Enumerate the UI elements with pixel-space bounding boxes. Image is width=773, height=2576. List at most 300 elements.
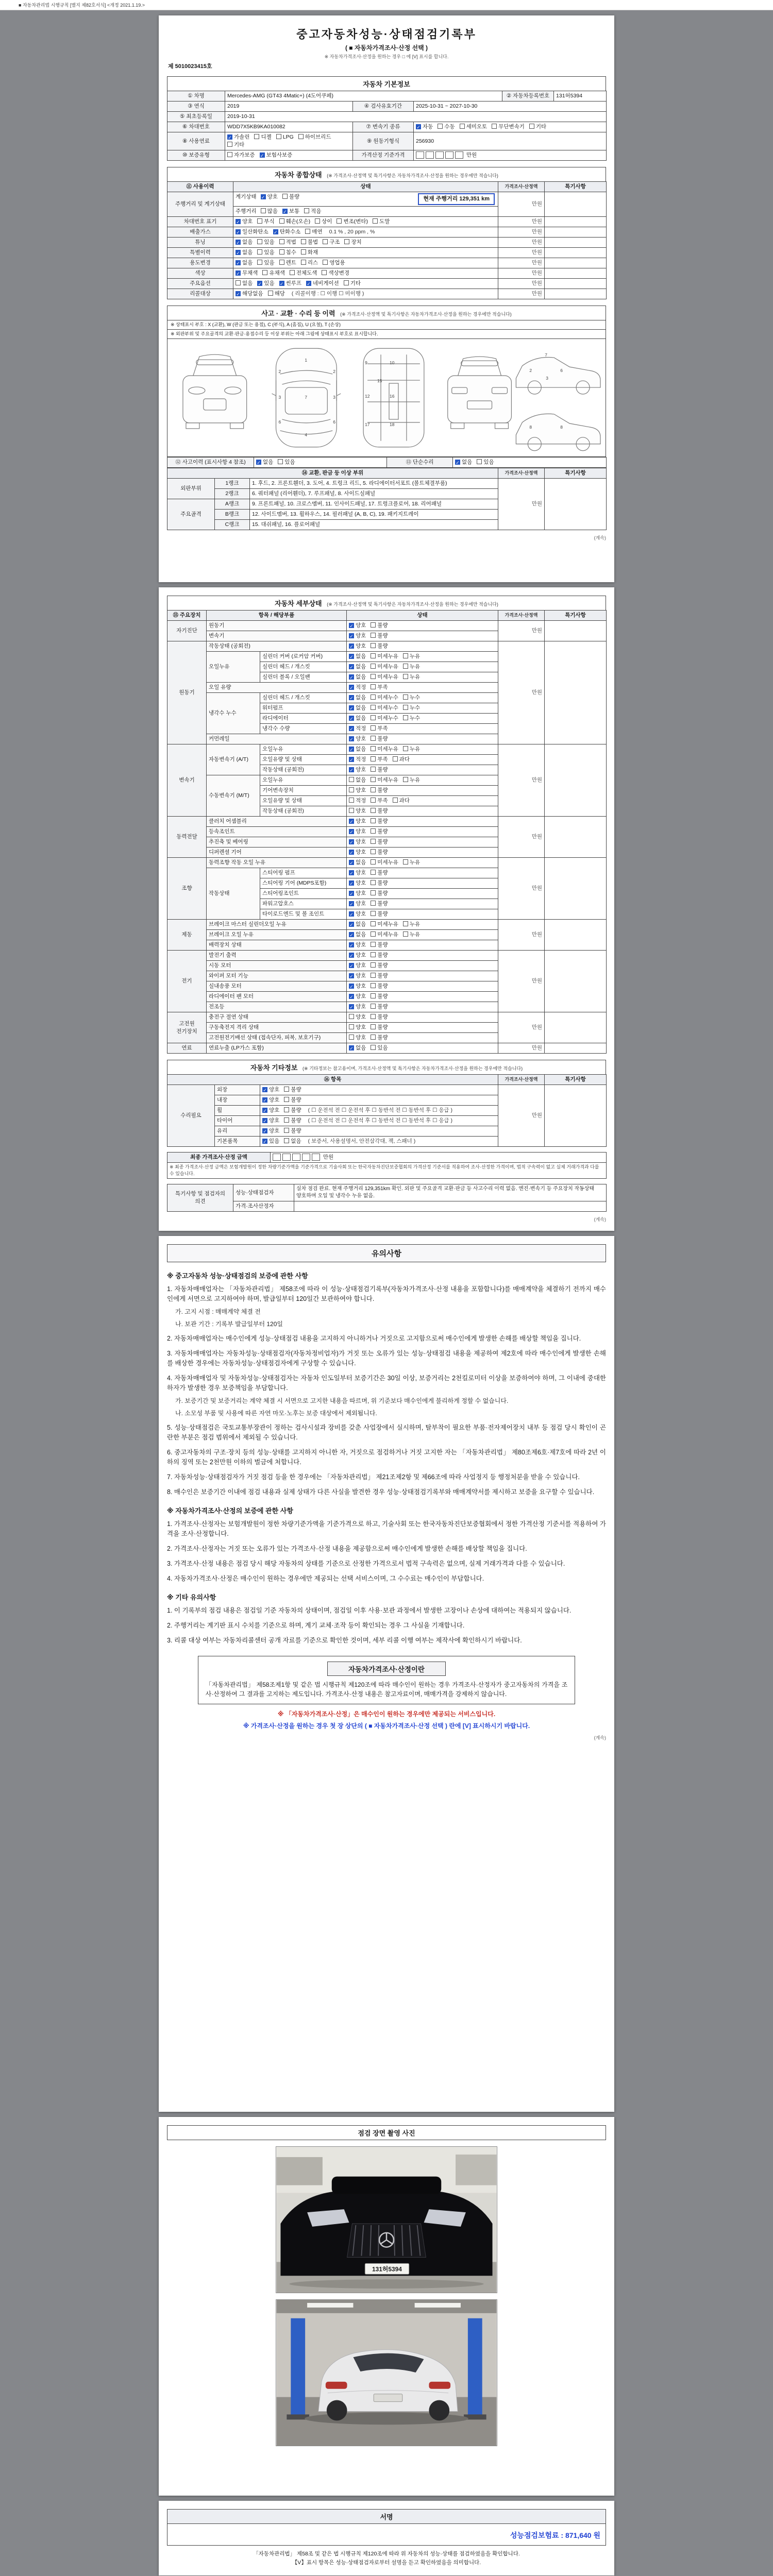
status-cell[interactable] (347, 899, 498, 909)
checkbox-unchecked[interactable]: 침수 (279, 249, 296, 256)
status-cell[interactable] (260, 1137, 498, 1147)
checkbox-unchecked[interactable]: 있음 (371, 1045, 388, 1051)
checkbox-unchecked[interactable]: 무단변속기 (492, 124, 525, 130)
continued-marker: (계속) (594, 535, 606, 540)
table-row (167, 468, 607, 479)
checkbox-unchecked[interactable]: 불량 (282, 194, 299, 200)
status-cell[interactable] (347, 714, 498, 724)
checkbox-checked[interactable]: ✓ 양호 (262, 1117, 279, 1124)
checkbox-unchecked[interactable]: LPG (276, 134, 294, 140)
status-cell[interactable] (347, 672, 498, 683)
checkbox-unchecked[interactable]: 도말 (373, 218, 390, 225)
section-header-etc (167, 1060, 606, 1074)
status-cell[interactable] (347, 920, 498, 930)
cell (545, 817, 607, 858)
checkbox-checked[interactable]: ✓ 양호 (262, 1097, 279, 1103)
definition-box-body: 「자동차관리법」 제58조제1항 및 같은 법 시행규칙 제120조에 따라 매수인이 원하는 경우 가격조사·산정자가 중고자동차의 가격을 조사·산정하여 그 결과를 고지하는 제도입니다. 가격조사·산정 내용은 참고자료이며, 매매가격을 강제하지 않습니다. (205, 1681, 568, 1698)
checkbox-unchecked[interactable]: 양호 (349, 1014, 366, 1020)
cell (545, 621, 607, 641)
checkbox-unchecked[interactable]: 불량 (371, 1024, 388, 1030)
checkbox-checked[interactable]: ✓ 양호 (349, 901, 366, 907)
section-note: (※ 기타정보는 참고용이며, 가격조사·산정액 및 특기사항은 자동차가격조사·산정을 원하는 경우에만 적습니다) (303, 1066, 523, 1071)
checkbox-unchecked[interactable]: 기타 (227, 142, 244, 148)
checkbox-checked[interactable]: ✓ 없음 (349, 674, 366, 680)
notice-item: 7. 자동차성능·상태점검자가 거짓 점검 등을 한 경우에는 「자동차관리법」 제21조제2항 및 제66조에 따라 사업정지 등 행정처분을 받을 수 있습니다. (167, 1473, 580, 1481)
checkbox-unchecked[interactable]: 불량 (371, 952, 388, 958)
signature-area[interactable] (167, 2524, 606, 2546)
checkbox-checked[interactable]: ✓ 양호 (349, 952, 366, 958)
checkbox-unchecked[interactable]: 불량 (371, 787, 388, 793)
svg-text:6: 6 (333, 419, 335, 425)
checkbox-unchecked[interactable]: 누유 (403, 777, 420, 783)
checkbox-checked[interactable]: ✓ 양호 (261, 194, 278, 200)
checkbox-unchecked[interactable]: 미세누수 (371, 705, 398, 711)
base-price-amount: 만원 (414, 150, 607, 161)
checkbox-unchecked[interactable]: 과다 (393, 798, 410, 804)
checkbox-checked[interactable]: ✓ 없음 (349, 746, 366, 752)
status-cell[interactable] (347, 940, 498, 951)
checkbox-unchecked[interactable]: 디젤 (254, 134, 271, 140)
checkbox-checked[interactable]: ✓ 적정 (349, 684, 366, 690)
status-cell[interactable] (347, 744, 498, 755)
checkbox-checked[interactable]: ✓ 양호 (349, 911, 366, 917)
checkbox-unchecked[interactable]: 누유 (403, 921, 420, 927)
cell: 동력조향 작동 오일 누유 (207, 858, 347, 868)
status-cell[interactable] (233, 258, 498, 268)
checkbox-unchecked[interactable]: 미세누수 (371, 694, 398, 701)
checkbox-unchecked[interactable]: 기타 (344, 280, 361, 286)
checkbox-checked[interactable]: ✓ 있음 (257, 280, 274, 286)
accident-history[interactable] (254, 457, 387, 468)
checkbox-checked[interactable]: ✓ 양호 (349, 993, 366, 999)
checkbox-unchecked[interactable]: 부족 (371, 684, 388, 690)
checkbox-unchecked[interactable]: 누유 (403, 653, 420, 659)
cell: ⑦ 변속기 종류 (353, 122, 414, 132)
notice-subitem: 나. 보관 기간 : 기록부 발급일부터 120일 (175, 1320, 283, 1328)
remarks-table (167, 1184, 607, 1212)
cell: 시동 모터 (207, 961, 347, 971)
checkbox-checked[interactable]: ✓ 양호 (349, 962, 366, 969)
accident-history-table (167, 457, 607, 468)
checkbox-unchecked[interactable]: 불량 (284, 1128, 301, 1134)
checkbox-unchecked[interactable]: 적정 (349, 798, 366, 804)
checkbox-checked[interactable]: ✓ 보통 (282, 208, 299, 214)
checkbox-unchecked[interactable]: 불량 (371, 1004, 388, 1010)
cell: ⑫ 사고이력 (표시사항 4 참조) (167, 457, 254, 468)
status-cell[interactable] (347, 868, 498, 878)
checkbox-unchecked[interactable]: 양호 (349, 1024, 366, 1030)
status-cell[interactable] (347, 1033, 498, 1043)
checkbox-unchecked[interactable]: 불량 (371, 962, 388, 969)
checkbox-unchecked[interactable]: 미세누유 (371, 653, 398, 659)
checkbox-checked[interactable]: ✓ 없음 (236, 260, 253, 266)
status-cell[interactable] (347, 848, 498, 858)
amount-digit-box (292, 1154, 300, 1161)
status-cell[interactable] (347, 806, 498, 817)
checkbox-unchecked[interactable]: 구조 (323, 239, 340, 245)
checkbox-checked[interactable]: ✓ 양호 (349, 870, 366, 876)
status-cell[interactable] (347, 858, 498, 868)
status-cell[interactable] (347, 796, 498, 806)
status-cell[interactable] (347, 662, 498, 672)
price-appraisal-select[interactable]: ( ■ 자동차가격조사·산정 선택 ) (345, 44, 428, 52)
checkbox-unchecked[interactable]: 장치 (344, 239, 361, 245)
checkbox-unchecked[interactable]: 불량 (371, 839, 388, 845)
checkbox-unchecked[interactable]: 부족 (371, 725, 388, 732)
checkbox-unchecked[interactable]: 리스 (301, 260, 318, 266)
checkbox-unchecked[interactable]: 없음 (236, 280, 253, 286)
checkbox-unchecked[interactable]: 불량 (371, 849, 388, 855)
checkbox-checked[interactable]: ✓ 없음 (236, 239, 253, 245)
checkbox-checked[interactable]: ✓ 없음 (236, 249, 253, 256)
cell: 만원 (498, 268, 545, 279)
checkbox-unchecked[interactable]: 미세누유 (371, 931, 398, 938)
checkbox-unchecked[interactable]: 수동 (438, 124, 455, 130)
checkbox-unchecked[interactable]: 미세누유 (371, 746, 398, 752)
status-cell[interactable] (260, 1116, 498, 1126)
cell: 휠 (215, 1106, 260, 1116)
cell: 가격조사·산정액 (498, 468, 545, 479)
status-cell[interactable] (260, 1106, 498, 1116)
engine-type-value: 256930 (414, 132, 607, 150)
checkbox-checked[interactable]: ✓ 양호 (349, 839, 366, 845)
checkbox-unchecked[interactable]: 불량 (371, 942, 388, 948)
status-cell[interactable] (347, 837, 498, 848)
status-cell[interactable] (347, 775, 498, 786)
insurance-fee-value: 871,640 원 (565, 2531, 600, 2539)
checkbox-checked[interactable]: ✓ 자동 (416, 124, 433, 130)
checkbox-unchecked[interactable]: 불량 (371, 643, 388, 649)
cell: 냉각수 누수 (207, 693, 260, 734)
checkbox-checked[interactable]: ✓ 양호 (349, 622, 366, 629)
status-cell[interactable] (233, 268, 498, 279)
checkbox-unchecked[interactable]: 훼손(오손) (279, 218, 311, 225)
amount-digit-box (426, 151, 434, 159)
checkbox-checked[interactable]: ✓ 해당없음 (236, 291, 263, 297)
checkbox-unchecked[interactable]: 불량 (371, 828, 388, 835)
section-header-overall (167, 167, 606, 181)
checkbox-checked[interactable]: ✓ 없음 (349, 694, 366, 701)
checkbox-checked[interactable]: ✓ 양호 (349, 828, 366, 835)
checkbox-unchecked[interactable]: 불량 (371, 870, 388, 876)
checkbox-unchecked[interactable]: 불량 (371, 1035, 388, 1041)
checkbox-unchecked[interactable]: 상이 (315, 218, 332, 225)
status-cell[interactable] (233, 238, 498, 248)
checkbox-unchecked[interactable]: 미세누유 (371, 921, 398, 927)
status-cell[interactable] (347, 1023, 498, 1033)
checkbox-unchecked[interactable]: 불량 (371, 911, 388, 917)
checkbox-unchecked[interactable]: 불량 (284, 1107, 301, 1113)
checkbox-checked[interactable]: ✓ 없음 (349, 715, 366, 721)
checkbox-unchecked[interactable]: 불량 (371, 808, 388, 814)
checkbox-checked[interactable]: ✓ 양호 (349, 973, 366, 979)
status-cell[interactable] (260, 1095, 498, 1106)
checkbox-unchecked[interactable]: 불량 (371, 993, 388, 999)
status-cell[interactable] (347, 930, 498, 940)
svg-text:3: 3 (278, 394, 281, 400)
checkbox-unchecked[interactable]: 미세누유 (371, 664, 398, 670)
odometer-status[interactable] (233, 192, 498, 207)
checkbox-unchecked[interactable]: 영업용 (323, 260, 345, 266)
notice-item: 1. 자동차매매업자는 「자동차관리법」 제58조에 따라 이 성능·상태점검기록부(자동차가격조사·산정 내용을 포함합니다)를 매매계약을 체결하기 전까지 매수인에게 서면으로 고지하여야 하며, 발급일부터 120일간 보관하여야 합니다. (167, 1285, 606, 1302)
status-cell[interactable] (347, 951, 498, 961)
inspector-comment: 실차 점검 완료. 현재 주행거리 129,351km 확인. 외판 및 주요골격 교환·판금 등 사고수리 이력 없음. 엔진·변속기 등 주요장치 작동상태 양호하며 오일 및 냉각수 누유 없음. (294, 1184, 607, 1201)
checkbox-checked[interactable]: ✓ 없음 (349, 705, 366, 711)
car-damage-diagram-svg (170, 341, 608, 452)
cell: 만원 (498, 258, 545, 268)
notice-item: 3. 자동차매매업자는 자동차성능·상태점검자(자동차정비업자)가 거짓 또는 오류가 있는 성능·상태점검 내용을 제공하여 제2호에 따라 매수인에게 발생한 손해를 배상한 경우에는 자동차성능·상태점검자에게 구상할 수 있습니다. (167, 1350, 606, 1367)
checkbox-unchecked[interactable]: 불량 (284, 1097, 301, 1103)
checkbox-unchecked[interactable]: 누수 (403, 694, 420, 701)
cell: 동력전달 (167, 817, 207, 858)
status-cell[interactable] (260, 1126, 498, 1137)
checkbox-unchecked[interactable]: 기타 (529, 124, 546, 130)
option-suffix-label: ( 리콜이행 : ☐ 이행 ☐ 미이행 ) (291, 291, 364, 297)
status-cell[interactable] (347, 817, 498, 827)
checkbox-unchecked[interactable]: 양호 (349, 1035, 366, 1041)
checkbox-unchecked[interactable]: 없음 (284, 1138, 301, 1144)
status-cell[interactable] (347, 621, 498, 631)
field-label-model: ① 차명 (167, 91, 225, 101)
checkbox-unchecked[interactable]: 불량 (371, 890, 388, 896)
status-cell[interactable] (347, 889, 498, 899)
checkbox-unchecked[interactable]: 자가보증 (227, 152, 255, 158)
checkbox-unchecked[interactable]: 누유 (403, 674, 420, 680)
status-cell[interactable] (347, 827, 498, 837)
checkbox-checked[interactable]: ✓가솔린 (227, 134, 249, 140)
checkbox-unchecked[interactable]: 누수 (403, 715, 420, 721)
checkbox-unchecked[interactable]: 부족 (371, 756, 388, 762)
checkbox-checked[interactable]: ✓ 썬루프 (279, 280, 301, 286)
simple-repair[interactable] (453, 457, 607, 468)
cell (545, 479, 607, 530)
checkbox-unchecked[interactable]: 해당 (268, 291, 285, 297)
checkbox-checked[interactable]: ✓ 양호 (349, 890, 366, 896)
cell: 가격산정 기준가격 (353, 150, 414, 161)
status-cell[interactable] (347, 693, 498, 703)
table-row (167, 132, 607, 150)
checkbox-unchecked[interactable]: 누유 (403, 859, 420, 866)
checkbox-unchecked[interactable]: 불량 (371, 983, 388, 989)
checkbox-unchecked[interactable]: 있음 (257, 249, 274, 256)
cell (545, 1085, 607, 1147)
checkbox-unchecked[interactable]: 미세누유 (371, 859, 398, 866)
cell: 자기진단 (167, 621, 207, 641)
checkbox-checked[interactable]: ✓ 양호 (349, 1004, 366, 1010)
status-cell[interactable] (233, 248, 498, 258)
status-cell[interactable] (347, 683, 498, 693)
cell: 튜닝 (167, 238, 233, 248)
checkbox-checked[interactable]: ✓ 없음 (349, 859, 366, 866)
cell (545, 279, 607, 289)
checkbox-checked[interactable]: ✓ 양호 (262, 1087, 279, 1093)
checkbox-unchecked[interactable]: 있음 (278, 459, 295, 465)
status-cell[interactable] (260, 1085, 498, 1095)
checkbox-unchecked[interactable]: 불량 (371, 1014, 388, 1020)
notice-subitem: 나. 소모성 부품 및 사용에 따른 자연 마모·노후는 보증 대상에서 제외됩니다. (175, 1410, 377, 1417)
option-suffix-label: ( 보증서, 사용설명서, 안전삼각대, 잭, 스패너 ) (308, 1138, 416, 1144)
checkbox-unchecked[interactable]: 렌트 (279, 260, 296, 266)
status-cell[interactable] (347, 909, 498, 920)
table-row (167, 457, 607, 468)
cell: 기어변속장치 (260, 786, 347, 796)
status-cell[interactable] (347, 724, 498, 734)
checkbox-unchecked[interactable]: 불법 (301, 239, 318, 245)
checkbox-checked[interactable]: ✓ 양호 (262, 1107, 279, 1113)
checkbox-unchecked[interactable]: 불량 (371, 767, 388, 773)
status-cell[interactable] (347, 1002, 498, 1012)
checkbox-unchecked[interactable]: 변조(변타) (337, 218, 368, 225)
checkbox-checked[interactable]: ✓ 양호 (349, 849, 366, 855)
checkbox-checked[interactable]: ✓ 양호 (349, 880, 366, 886)
checkbox-unchecked[interactable]: 화재 (301, 249, 318, 256)
checkbox-checked[interactable]: ✓ 보험사보증 (260, 152, 293, 158)
table-row (167, 858, 607, 868)
status-cell[interactable] (347, 961, 498, 971)
status-cell[interactable] (347, 992, 498, 1002)
checkbox-unchecked[interactable]: 많음 (261, 208, 278, 214)
cell: ⑮ 주요장치 (167, 611, 207, 621)
checkbox-unchecked[interactable]: 전체도색 (290, 270, 317, 276)
status-cell[interactable] (347, 786, 498, 796)
checkbox-checked[interactable]: ✓ 양호 (349, 736, 366, 742)
cell: 가격조사·산정액 (498, 182, 545, 192)
checkbox-unchecked[interactable]: 불량 (371, 818, 388, 824)
checkbox-checked[interactable]: ✓ 양호 (262, 1128, 279, 1134)
cell: 가격조사·산정액 (498, 1075, 545, 1085)
checkbox-unchecked[interactable]: 미세누수 (371, 715, 398, 721)
overall-condition-table (167, 181, 607, 299)
checkbox-unchecked[interactable]: 있음 (257, 239, 274, 245)
checkbox-checked[interactable]: ✓ 적정 (349, 756, 366, 762)
status-cell[interactable] (347, 971, 498, 981)
cell (545, 858, 607, 920)
status-cell[interactable] (347, 652, 498, 662)
checkbox-checked[interactable]: ✓ 양호 (349, 983, 366, 989)
checkbox-unchecked[interactable]: 누유 (403, 746, 420, 752)
checkbox-unchecked[interactable]: 색상변경 (322, 270, 349, 276)
checkbox-unchecked[interactable]: 불량 (371, 633, 388, 639)
checkbox-unchecked[interactable]: 불량 (371, 880, 388, 886)
checkbox-unchecked[interactable]: 불량 (371, 973, 388, 979)
emission-values[interactable] (233, 227, 498, 238)
checkbox-checked[interactable]: ✓ 일산화탄소 (236, 229, 268, 235)
checkbox-checked[interactable]: ✓ 없음 (455, 459, 472, 465)
checkbox-unchecked[interactable]: 과다 (393, 756, 410, 762)
checkbox-unchecked[interactable]: 불량 (371, 736, 388, 742)
cell: 만원 (498, 621, 545, 641)
checkbox-checked[interactable]: ✓ 무채색 (236, 270, 258, 276)
table-row (167, 1075, 607, 1085)
checkbox-checked[interactable]: ✓ 없음 (349, 931, 366, 938)
checkbox-checked[interactable]: ✓ 양호 (349, 633, 366, 639)
checkbox-unchecked[interactable]: 세미오토 (460, 124, 488, 130)
checkbox-checked[interactable]: ✓ 탄화수소 (273, 229, 301, 235)
fuel-options[interactable] (225, 132, 353, 150)
status-cell[interactable] (347, 1043, 498, 1054)
checkbox-checked[interactable]: ✓ 양호 (236, 218, 253, 225)
checkbox-unchecked[interactable]: 누수 (403, 705, 420, 711)
checkbox-unchecked[interactable]: 하이브리드 (298, 134, 331, 140)
status-cell[interactable] (233, 289, 498, 299)
checkbox-unchecked[interactable]: 불량 (371, 622, 388, 629)
checkbox-unchecked[interactable]: 미세누유 (371, 777, 398, 783)
status-cell[interactable] (347, 878, 498, 889)
checkbox-unchecked[interactable]: 적법 (279, 239, 296, 245)
transmission-options[interactable] (414, 122, 607, 132)
checkbox-checked[interactable]: ✓ 양호 (349, 643, 366, 649)
checkbox-unchecked[interactable]: 부식 (257, 218, 274, 225)
cell: 실린더 커버 (로커암 커버) (260, 652, 347, 662)
cell: 오일누유 (207, 652, 260, 683)
checkbox-unchecked[interactable]: 적음 (304, 208, 321, 214)
checkbox-unchecked[interactable]: 불량 (284, 1117, 301, 1124)
section-title: 자동차 기타정보 (250, 1064, 298, 1072)
checkbox-unchecked[interactable]: 양호 (349, 787, 366, 793)
checkbox-checked[interactable]: ✓ 양호 (349, 818, 366, 824)
status-cell[interactable] (347, 631, 498, 641)
car-damage-diagram (167, 338, 606, 457)
status-cell[interactable] (347, 1012, 498, 1023)
cell: 만원 (498, 279, 545, 289)
checkbox-unchecked[interactable]: 누유 (403, 664, 420, 670)
checkbox-checked[interactable]: ✓ 있음 (262, 1138, 279, 1144)
checkbox-checked[interactable]: ✓ 없음 (349, 664, 366, 670)
status-cell[interactable] (347, 765, 498, 775)
checkbox-checked[interactable]: ✓ 네비게이션 (306, 280, 339, 286)
final-price-note: ※ 최종 가격조사·산정 금액은 보험개발원이 정한 차량기준가액을 기준가격으로 기술사회 또는 한국자동차진단보증협회의 가격산정 기준서를 적용하여 조사·산정한 가격이며, 법적 구속력이 없고 실제 거래가격과 다를 수 있습니다. (167, 1163, 607, 1179)
cell: 스티어링조인트 (260, 889, 347, 899)
first-registration-value: 2019-10-31 (225, 112, 607, 122)
checkbox-unchecked[interactable]: 누유 (403, 931, 420, 938)
checkbox-checked[interactable]: ✓ 없음 (349, 653, 366, 659)
continued-marker: (계속) (594, 1217, 606, 1222)
cell (545, 920, 607, 951)
checkbox-unchecked[interactable]: 양호 (349, 808, 366, 814)
checkbox-unchecked[interactable]: 부족 (371, 798, 388, 804)
cell: 만원 (498, 641, 545, 744)
year-value: 2019 (225, 101, 353, 112)
warranty-type-options[interactable] (225, 150, 353, 161)
checkbox-unchecked[interactable]: 불량 (371, 901, 388, 907)
cell: 실린더 블록 / 오일팬 (260, 672, 347, 683)
status-cell[interactable] (347, 734, 498, 744)
checkbox-checked[interactable]: ✓ 없음 (256, 459, 273, 465)
checkbox-checked[interactable]: ✓ 없음 (349, 1045, 366, 1051)
checkbox-unchecked[interactable]: 있음 (257, 260, 274, 266)
status-cell[interactable] (233, 217, 498, 227)
cell: 전기 (167, 951, 207, 1012)
checkbox-checked[interactable]: ✓ 없음 (349, 921, 366, 927)
checkbox-unchecked[interactable]: 유채색 (262, 270, 284, 276)
checkbox-unchecked[interactable]: 미세누유 (371, 674, 398, 680)
checkbox-checked[interactable]: ✓ 양호 (349, 767, 366, 773)
checkbox-checked[interactable]: ✓ 양호 (349, 942, 366, 948)
cell: 만원 (498, 192, 545, 217)
status-cell[interactable] (347, 981, 498, 992)
cell (545, 192, 607, 217)
checkbox-unchecked[interactable]: 매연 (305, 229, 322, 235)
mileage-level[interactable] (233, 207, 498, 217)
status-cell[interactable] (347, 641, 498, 652)
checkbox-unchecked[interactable]: 없음 (349, 777, 366, 783)
checkbox-checked[interactable]: ✓ 적정 (349, 725, 366, 732)
status-cell[interactable] (347, 755, 498, 765)
checkbox-unchecked[interactable]: 있음 (477, 459, 494, 465)
checkbox-unchecked[interactable]: 불량 (284, 1087, 301, 1093)
status-cell[interactable] (347, 703, 498, 714)
status-cell[interactable] (233, 279, 498, 289)
